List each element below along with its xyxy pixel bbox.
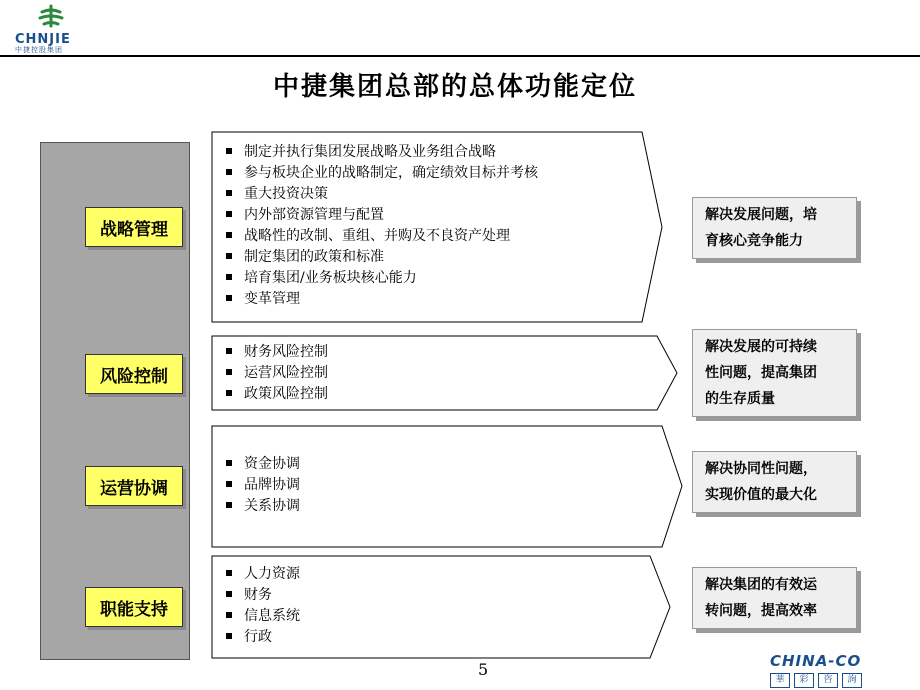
list-item: 战略性的改制、重组、并购及不良资产处理 [226, 226, 538, 247]
outcome-box-strategy: 解决发展问题，培 育核心竞争能力 [692, 197, 857, 259]
row-label-strategy: 战略管理 [85, 207, 183, 247]
bullet-square-icon [226, 481, 232, 487]
bullet-square-icon [226, 390, 232, 396]
list-item: 人力资源 [226, 564, 300, 585]
list-item: 财务 [226, 585, 300, 606]
bullet-square-icon [226, 369, 232, 375]
bullet-square-icon [226, 211, 232, 217]
bullet-list-strategy [226, 142, 538, 310]
bullet-square-icon [226, 148, 232, 154]
header-divider [0, 55, 920, 57]
row-arrow-box-strategy [212, 132, 662, 322]
row-arrow-box-operations [212, 426, 682, 547]
bullet-square-icon [226, 253, 232, 259]
bullet-square-icon [226, 591, 232, 597]
company-logo [12, 4, 88, 54]
outcome-box-operations: 解决协同性问题， 实现价值的最大化 [692, 451, 857, 513]
bullet-list-risk [226, 342, 328, 405]
list-item: 资金协调 [226, 454, 300, 475]
list-item: 内外部资源管理与配置 [226, 205, 538, 226]
bullet-square-icon [226, 169, 232, 175]
list-item: 运营风险控制 [226, 363, 328, 384]
row-label-operations: 运营协调 [85, 466, 183, 506]
bullet-square-icon [226, 295, 232, 301]
row-arrow-box-risk [212, 336, 677, 410]
bullet-square-icon [226, 612, 232, 618]
list-item: 制定并执行集团发展战略及业务组合战略 [226, 142, 538, 163]
row-arrow-box-support [212, 556, 670, 658]
bullet-square-icon [226, 348, 232, 354]
logo-mark-icon [36, 4, 66, 28]
bullet-square-icon [226, 570, 232, 576]
logo-english-text: CHNJIE [15, 32, 71, 47]
list-item: 政策风险控制 [226, 384, 328, 405]
consultancy-logo-text: CHINA-CO [770, 652, 862, 670]
page-number: 5 [478, 660, 489, 679]
outcome-box-support: 解决集团的有效运 转问题，提高效率 [692, 567, 857, 629]
list-item: 关系协调 [226, 496, 300, 517]
bullet-square-icon [226, 274, 232, 280]
bullet-square-icon [226, 460, 232, 466]
bullet-list-operations [226, 454, 300, 517]
row-label-support: 职能支持 [85, 587, 183, 627]
bullet-list-support [226, 564, 300, 648]
bullet-square-icon [226, 190, 232, 196]
list-item: 制定集团的政策和标准 [226, 247, 538, 268]
list-item: 财务风险控制 [226, 342, 328, 363]
row-label-risk: 风险控制 [85, 354, 183, 394]
bullet-square-icon [226, 232, 232, 238]
list-item: 行政 [226, 627, 300, 648]
consultancy-logo-chinese: 華 彩 咨 詢 [770, 673, 870, 688]
list-item: 重大投资决策 [226, 184, 538, 205]
list-item: 参与板块企业的战略制定，确定绩效目标并考核 [226, 163, 538, 184]
page-title: 中捷集团总部的总体功能定位 [272, 72, 637, 102]
consultancy-logo [770, 652, 870, 688]
logo-chinese-text: 中捷控股集团 [15, 46, 63, 54]
bullet-square-icon [226, 633, 232, 639]
list-item: 品牌协调 [226, 475, 300, 496]
outcome-box-risk: 解决发展的可持续 性问题，提高集团 的生存质量 [692, 329, 857, 417]
list-item: 培育集团/业务板块核心能力 [226, 268, 538, 289]
list-item: 信息系统 [226, 606, 300, 627]
bullet-square-icon [226, 502, 232, 508]
list-item: 变革管理 [226, 289, 538, 310]
